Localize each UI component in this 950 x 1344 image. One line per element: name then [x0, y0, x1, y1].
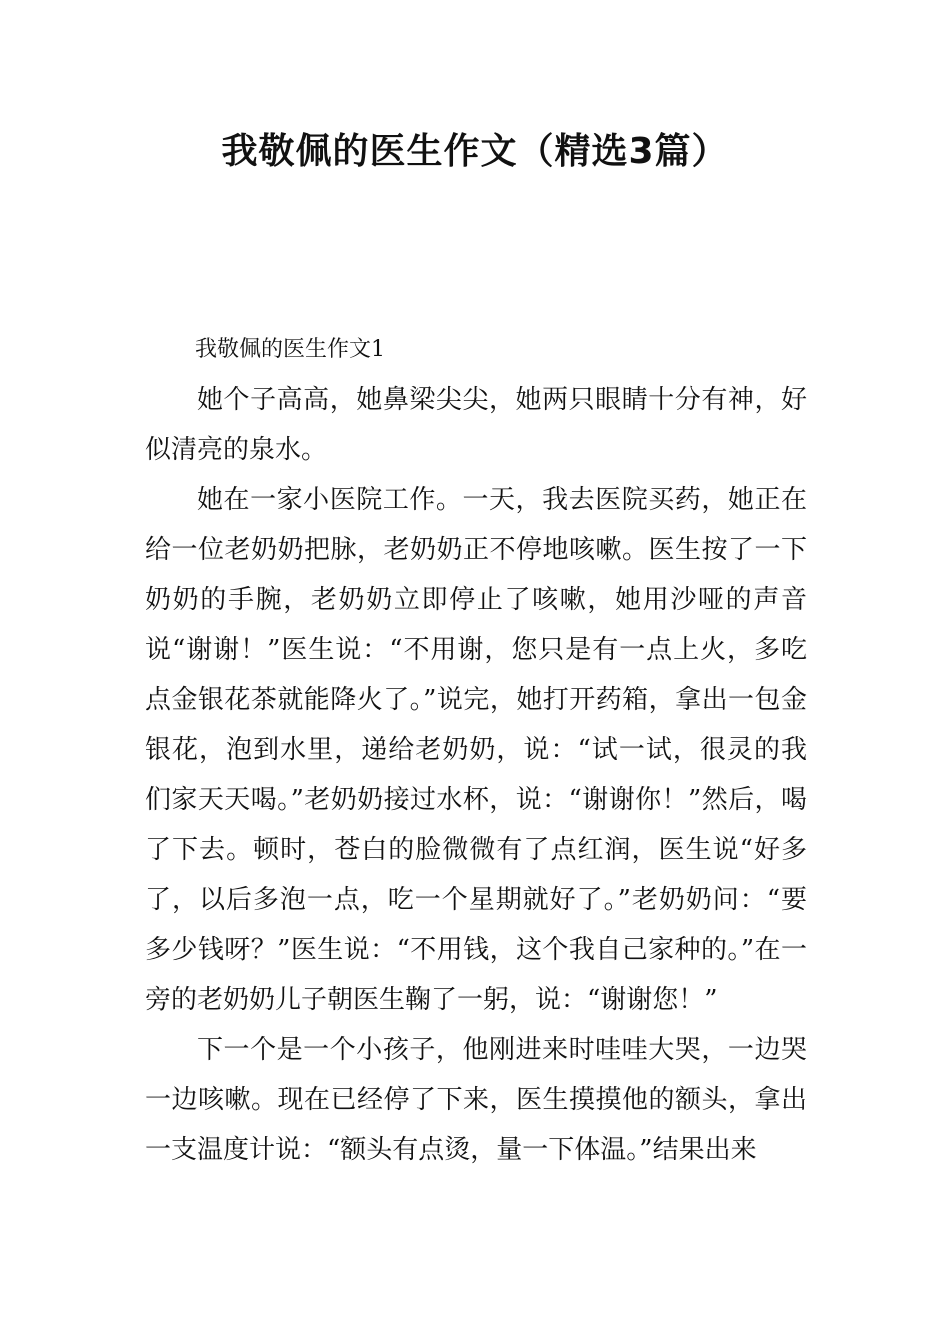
- body-paragraph: 她个子高高，她鼻梁尖尖，她两只眼睛十分有神，好似清亮的泉水。: [145, 385, 807, 465]
- document-title: 我敬佩的医生作文（精选3篇）: [221, 131, 729, 172]
- document-body: [145, 325, 807, 1175]
- section-heading: 我敬佩的医生作文1: [195, 337, 385, 362]
- body-paragraph: 下一个是一个小孩子，他刚进来时哇哇大哭，一边哭一边咳嗽。现在已经停了下来，医生摸摸他的额头，拿出一支温度计说：“额头有点烫，量一下体温。”结果出来: [145, 1035, 807, 1165]
- body-paragraph: 她在一家小医院工作。一天，我去医院买药，她正在给一位老奶奶把脉，老奶奶正不停地咳嗽。医生按了一下奶奶的手腕，老奶奶立即停止了咳嗽，她用沙哑的声音说“谢谢！”医生说：“不用谢，您只是有一点上火，多吃点金银花茶就能降火了。”说完，她打开药箱，拿出一包金银花，泡到水里，递给老奶奶，说：“试一试，很灵的我们家天天喝。”老奶奶接过水杯，说：“谢谢你！”然后，喝了下去。顿时，苍白的脸微微有了点红润，医生说“好多了，以后多泡一点，吃一个星期就好了。”老奶奶问：“要多少钱呀？”医生说：“不用钱，这个我自己家种的。”在一旁的老奶奶儿子朝医生鞠了一躬，说：“谢谢您！”: [145, 485, 807, 1015]
